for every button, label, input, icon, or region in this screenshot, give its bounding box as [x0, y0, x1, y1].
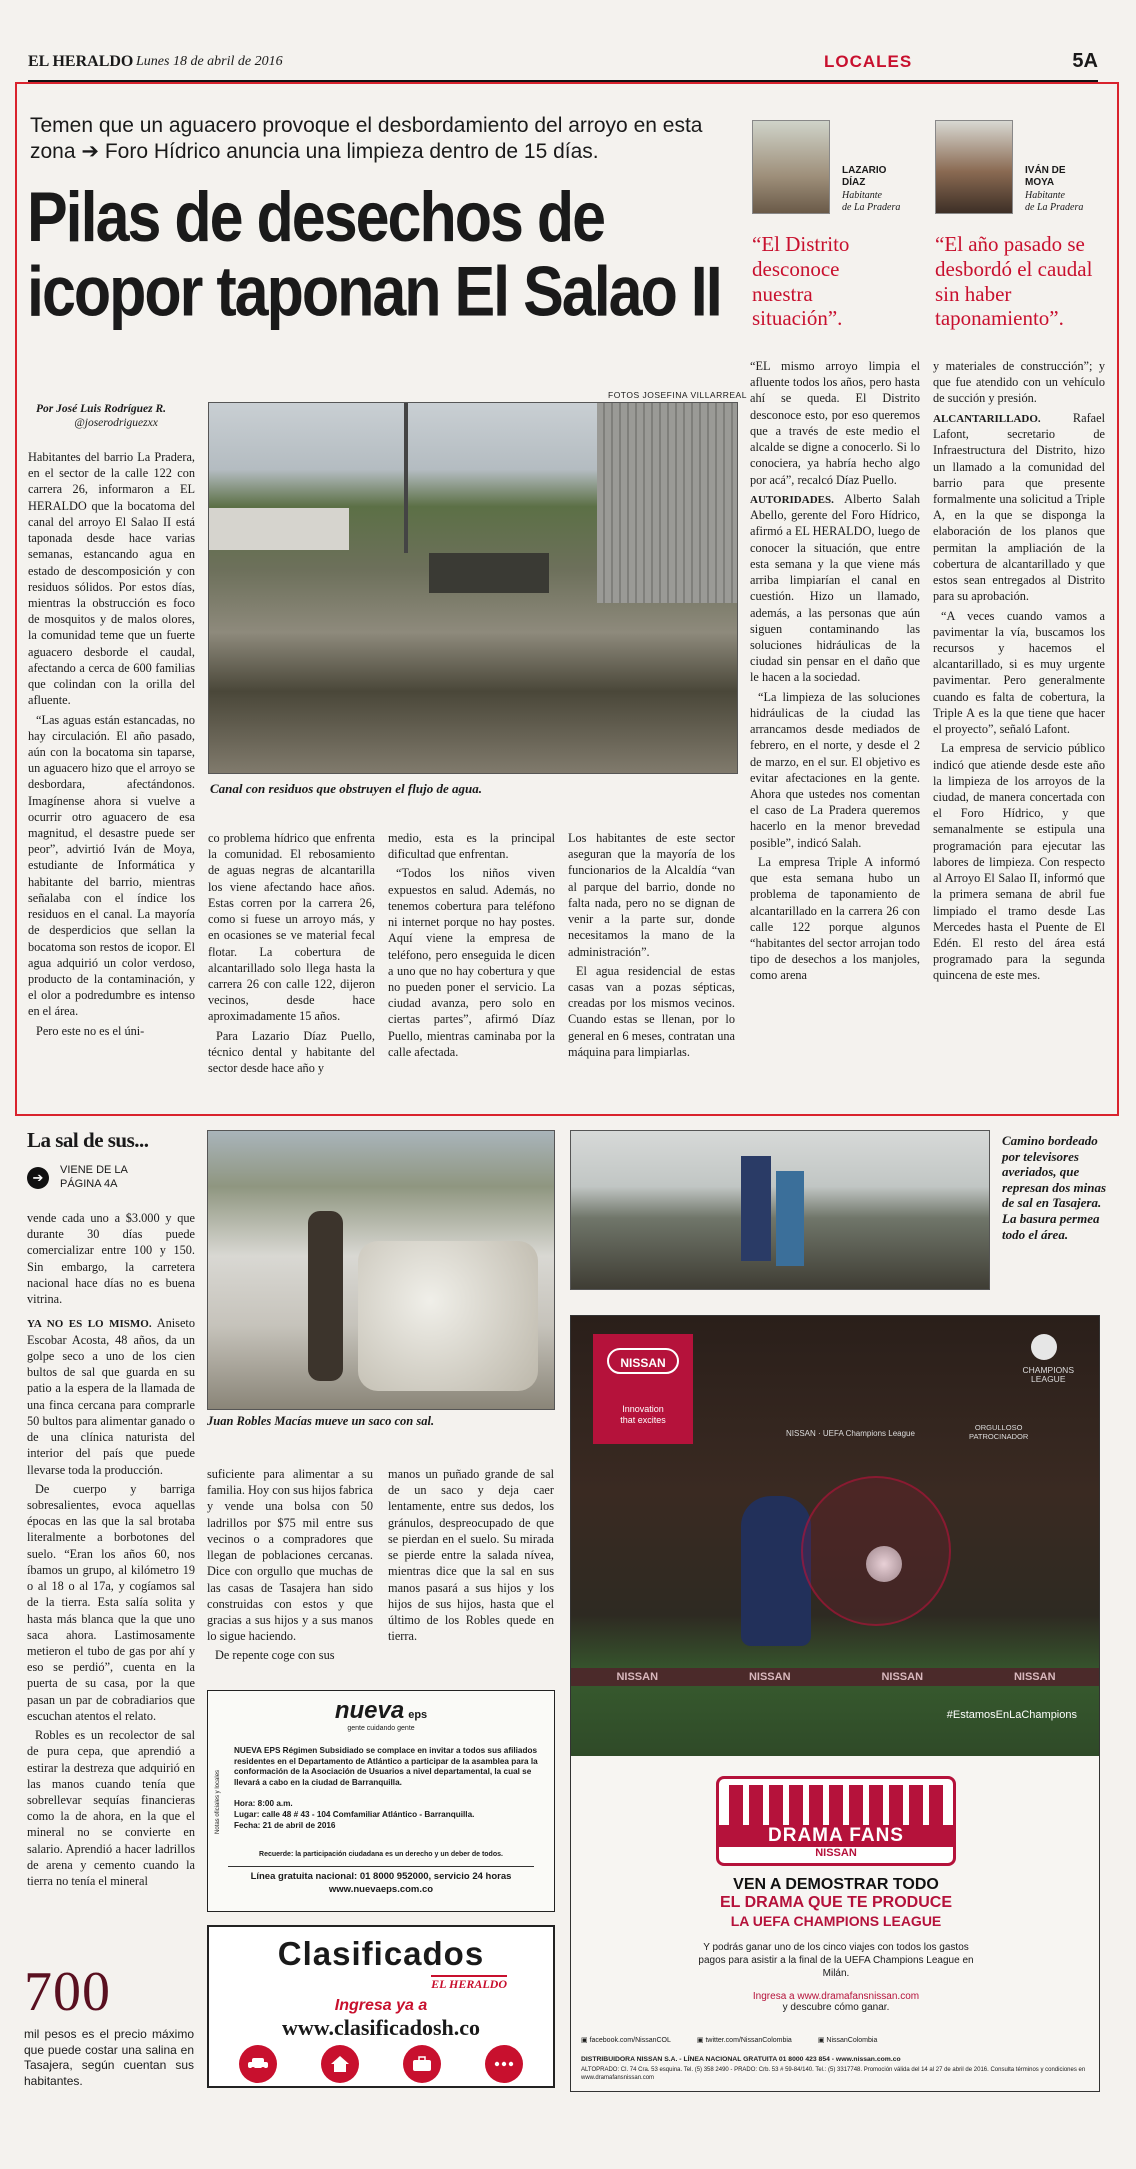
board-label: NISSAN [881, 1671, 924, 1683]
pull-quote-ivan: “El año pasado se desbordó el caudal sin haber taponamiento”. [935, 232, 1093, 331]
car-icon[interactable] [239, 2045, 277, 2083]
paragraph: suficiente para alimentar a su familia. Hoy con sus hijos fabrica y vende una bolsa con 50 ladrillos por $75 mil entre sus vecinos o a compradores que llegan de poblaciones cercanas. Dice con orgullo que muchas de las casas de Tasajera han sido construidas con estos y que gracias a sus hijos y a sus manos lo sigue haciendo. [207, 1467, 373, 1644]
paragraph: Habitantes del barrio La Pradera, en el sector de la calle 122 con carrera 26, informaron a EL HERALDO que la bocatoma del canal del arroyo El Salao II está taponada desde hace varias semanas, estancando agua en estado de descomposición y con residuos sólidos. Por estos días, mientras la obstrucción es foco de mosquitos y de malos olores, la comunidad teme que un fuerte aguacero desborde el caudal, afectando a cerca de 600 familias que colindan con la orilla del afluente. [28, 450, 195, 708]
classifieds-cta: Ingresa ya a [334, 1997, 428, 2014]
canal-photo [208, 402, 738, 774]
nissan-head-1: VEN A DEMOSTRAR TODO [733, 1876, 939, 1893]
eps-hora: Hora: 8:00 a.m. [234, 1799, 293, 1808]
classifieds-title: Clasificados [277, 1935, 485, 1972]
eps-fecha: Fecha: 21 de abril de 2016 [234, 1821, 336, 1831]
paragraph: manos un puñado grande de sal de un saco y deja caer lentamente, entre sus dedos, los gránulos, despreocupado de que se pierdan en el suelo. Su mirada se pierde entre la salada nívea, mientras dice que la sal en sus manos pasará a sus hijos y los hijos de sus hijos, hasta que el último de los Robles quede en tierra. [388, 1467, 554, 1644]
paragraph: Rafael Lafont, secretario de Infraestructura del Distrito, hizo un llamado a la comunidad del barrio para que presente formalmente una solicitud a Triple A, en la que se disponga la elaboración de los planos que permitan la ampliación de la cobertura de alcantarillado y que estos sean entregados al Distrito para su aprobación. [933, 410, 1105, 604]
salt-sacks-photo [207, 1130, 555, 1410]
eps-logo: nueva [334, 1697, 405, 1724]
paragraph: La empresa de servicio público indicó que atiende desde este año la limpieza de los arroyos de la ciudad, de manera concertada con el Foro Hídrico, y que semanalmente se estipula una programación para ejecutar las labores de limpieza. Con respecto al Arroyo El Salao II, informó que la primera semana de abril fue limpiado el tramo desde Las Mercedes hasta el Puente de El Edén. El resto del área está programado para la segunda quincena de este mes. [933, 741, 1105, 983]
paper-name: EL HERALDO [28, 53, 134, 70]
hashtag: #EstamosEnLaChampions [946, 1709, 1077, 1721]
briefcase-icon[interactable] [403, 2045, 441, 2083]
headline-line-1: Pilas de desechos de [27, 177, 605, 256]
champions-star-icon [1031, 1334, 1057, 1360]
instagram-icon[interactable]: ▣ NissanColombia [817, 2037, 878, 2044]
nissan-ad [570, 1315, 1100, 2092]
eps-lugar: Lugar: calle 48 # 43 - 104 Comfamiliar Atlántico - Barranquilla. [234, 1810, 475, 1820]
stat-text: mil pesos es el precio máximo que puede costar una salina en Tasajera, según cuentan sus habitantes. [24, 2027, 194, 2088]
stat-number: 700 [24, 1961, 111, 2023]
second-col-2 [207, 1466, 373, 1667]
eps-url[interactable]: www.nuevaeps.com.co [328, 1883, 434, 1895]
twitter-link[interactable]: twitter.com/NissanColombia [705, 2037, 792, 2044]
quote-role-line2: de La Pradera [842, 202, 901, 213]
story-col-1 [28, 449, 195, 1042]
drama-fans-title: DRAMA FANS [719, 1825, 953, 1847]
facebook-link[interactable]: facebook.com/NissanCOL [589, 2037, 671, 2044]
salt-mine-photo [570, 1130, 990, 1290]
portrait-ivan [935, 120, 1013, 214]
more-icon[interactable] [485, 2045, 523, 2083]
drama-fans-panel [571, 1756, 1100, 2092]
paragraph: Pero este no es el úni- [36, 1023, 145, 1038]
quote-role-line1: Habitante [842, 190, 882, 201]
quote-box-lazario [752, 120, 932, 331]
board-label: NISSAN [616, 1671, 659, 1683]
paragraph: co problema hídrico que enfrenta la comunidad. El rebosamiento de aguas negras de alcantarilla los viene afectando hace años. Estas corren por la carrera 26, como si fuese un arroyo más, y en ocasiones se ve material fecal flotar. La cobertura de alcantarillado solo llega hasta la carrera 26 con calle 122, dijeron vecinos, desde hace aproximadamente 15 años. [208, 831, 375, 1024]
story-col-2 [208, 830, 375, 1079]
nissan-footer-2: ALTOPRADO: Cl. 74 Cra. 53 esquina. Tel. (5) 358 2490 - PRADO: Crb. 53 # 59-84/140. Tel.: (5) 3317748. Promoción válida del 14 al 27 de abril de 2016. Consulta términos y condiciones en www.dramafansnissan.com [581, 2067, 1086, 2081]
jump-line-block [27, 1163, 197, 1199]
paragraph: “EL mismo arroyo limpia el afluente todos los años, pero hasta ahí se queda. El Distrito desconoce esto, por eso queremos que a través de este medio el alcalde se digne a conocerlo. Si lo conociera, ya habría hecho algo por acá”, recalcó Díaz Puello. [750, 359, 920, 487]
byline: Por José Luis Rodríguez R. [36, 403, 167, 415]
sponsor-right-2: PATROCINADOR [969, 1432, 1029, 1441]
photo-credit: FOTOS JOSEFINA VILLARREAL [608, 390, 747, 400]
facebook-icon[interactable]: ▣ facebook.com/NissanCOL [581, 2037, 671, 2044]
league-line-1: CHAMPIONS [1022, 1365, 1074, 1375]
eps-tagline: gente cuidando gente [347, 1725, 415, 1732]
jump-arrow-icon: ➔ [27, 1167, 49, 1189]
photo-caption-salt: Juan Robles Macías mueve un saco con sal. [207, 1414, 435, 1428]
eps-body: NUEVA EPS Régimen Subsidiado se complace en invitar a todos sus afiliados residentes en el Departamento de Atlántico a participar de la asamblea para la conformación de la Asociación de Usuarios a nivel departamental, la cual se llevará a cabo en la ciudad de Barranquilla. [234, 1746, 538, 1787]
twitter-icon[interactable]: ▣ twitter.com/NissanColombia [696, 2037, 792, 2044]
quote-name-line2: MOYA [1025, 177, 1055, 188]
instagram-link[interactable]: NissanColombia [826, 2037, 878, 2044]
twitter-handle: @joserodriguezxx [74, 417, 158, 429]
board-label: NISSAN [1013, 1671, 1056, 1683]
second-col-3 [388, 1466, 554, 1647]
story-col-4 [568, 830, 735, 1063]
kicker-part-1: Temen que un aguacero provoque el desbordamiento del arroyo en esta zona [30, 114, 703, 163]
section-label: LOCALES [824, 52, 913, 71]
nissan-head-2: EL DRAMA QUE TE PRODUCE [719, 1894, 952, 1912]
story-kicker [30, 113, 730, 164]
nissan-site[interactable]: Ingresa a www.dramafansnissan.com [752, 1991, 920, 2002]
quote-role-line1: Habitante [1025, 190, 1065, 201]
sponsor-right-1: ORGULLOSO [974, 1423, 1023, 1432]
pull-quote-lazario: “El Distrito desconoce nuestra situación”. [752, 232, 850, 331]
paragraph: Robles es un recolector de sal de pura cepa, que aprendió a estirar la destreza que adquirió en las manos cuando tenía que sobrellevar sequías financieras como la de ahora, en la que el mineral no se convierte en salario. Aprendió a hacer ladrillos de arena y cemento cuando la tierra no tenía el mineral [27, 1728, 195, 1889]
nissan-slogan-1: Innovation [622, 1404, 664, 1414]
paragraph: Alberto Salah Abello, gerente del Foro Hídrico, afirmó a EL HERALDO, luego de conocer la situación, que entre esta semana y la que viene más arriba limpiarían el canal en cuestión. Hizo un llamado, además, a las personas que aún siguen contaminando las soluciones hidráulicas de la ciudad sin pensar en el daño que le hacen a la sociedad. [750, 491, 920, 685]
sponsor-left: NISSAN · UEFA Champions League [786, 1429, 915, 1438]
paragraph: y materiales de construcción”; y que fue atendido con un vehículo de succión y presión. [933, 359, 1105, 406]
jump-line-2: PÁGINA 4A [60, 1178, 118, 1191]
kicker-part-2: Foro Hídrico anuncia una limpieza dentro de 15 días. [104, 139, 599, 163]
paragraph: Los habitantes de este sector aseguran que la mayoría de los funcionarios de la Alcaldía “van al parque del barrio, donde no falta nada, pero no se dignan de venir a la parte sur, donde necesitamos la mano de la administración”. [568, 831, 735, 959]
nissan-body: Y podrás ganar uno de los cinco viajes con todos los gastos pagos para asistir a la final de la UEFA Champions League en Milán. [698, 1942, 974, 1979]
nueva-eps-notice [207, 1690, 555, 1912]
second-col-1 [27, 1210, 195, 1892]
main-headline [27, 177, 727, 331]
quote-name-line1: IVÁN DE [1025, 165, 1066, 176]
paragraph: “Todos los niños viven expuestos en salud. Además, no tenemos cobertura para teléfono ni internet porque no hay postes. Aquí viene la empresa de teléfono, pero enseguida le dicen a uno que no hay cobertura y que no pueden poner el servicio. La ciudad avanza, pero solo en ciertas partes”, afirmó Díaz Puello, mientras caminaba por la calle afectada. [388, 866, 555, 1059]
quote-name-line1: LAZARIO [842, 165, 887, 176]
story-col-3 [388, 830, 555, 1063]
board-label: NISSAN [748, 1671, 791, 1683]
page-number: 5A [1072, 50, 1098, 72]
headline-line-2: icopor taponan El Salao II [27, 252, 721, 331]
subhead-ya-no-es-lo-mismo: YA NO ES LO MISMO. [27, 1318, 152, 1331]
photo-caption-mine: Camino bordeado por televisores averiados, que represan dos minas de sal en Tasajera. La basura permea todo el área. [1002, 1133, 1107, 1242]
paragraph: Aniseto Escobar Acosta, 48 años, da un golpe seco a uno de los cien bultos de sal que guarda en su patio a la espera de la llamada de una finca cercana para comprarle 50 bultos para alimentar ganado o de una clínica naturista del interior del país que puede llevarse toda la producción. [27, 1316, 195, 1477]
classifieds-url[interactable]: www.clasificadosh.co [282, 2015, 480, 2040]
portrait-lazario [752, 120, 830, 214]
ad-boards [571, 1668, 1100, 1686]
paragraph: “Las aguas están estancadas, no hay circulación. El año pasado, aún con la bocatoma sin taparse, un aguacero hizo que el arroyo se desbordara, afectándonos. Imagínense ahora si vuelve a ocurrir otro aguacero de esa magnitud, el desastre puede ser peor”, advirtió Iván de Moya, estudiante de Informática y habitante del barrio, mientras señalaba con el índice los residuos en el canal. La mayoría de desperdicios que sellan la bocatoma son restos de icopor. El agua adquirió un color verdoso, producto de la contaminación, y el olor a podredumbre es intenso en el área. [28, 712, 195, 1019]
drama-radial [801, 1476, 951, 1626]
byline-block [36, 403, 196, 429]
story-col-5 [750, 358, 920, 987]
eps-side-label: Notas oficiales y locales [215, 1769, 221, 1834]
subhead-alcantarillado: ALCANTARILLADO. [933, 412, 1041, 425]
nissan-footer: DISTRIBUIDORA NISSAN S.A. - LÍNEA NACIONAL GRATUITA 01 8000 423 854 - www.nissan.com.co [581, 2056, 901, 2063]
league-line-2: LEAGUE [1031, 1374, 1066, 1385]
paragraph: El agua residencial de estas casas van a pozas sépticas, creadas por los mismos vecinos. Cuando estas se llenan, por lo general en 6 meses, contratan una máquina para limpiarlas. [568, 963, 735, 1059]
paragraph: “La limpieza de las soluciones hidráulicas de la ciudad las arrancamos desde mediados de febrero, en el norte, y desde el 2 de marzo, en el sur. El objetivo es evitar afectaciones en la gente. Ahora que ustedes nos comentan el caso de La Pradera queremos hacerlo en la menor brevedad posible”, indicó Salah. [750, 689, 920, 850]
second-headline: La sal de sus... [27, 1128, 149, 1152]
house-icon[interactable] [321, 2045, 359, 2083]
footballer-figure [741, 1496, 811, 1646]
photo-caption-main: Canal con residuos que obstruyen el flujo de agua. [210, 781, 482, 796]
eps-note: Recuerde: la participación ciudadana es un derecho y un deber de todos. [259, 1851, 503, 1858]
nissan-logo: NISSAN [607, 1348, 679, 1374]
arrow-right-icon: ➔ [81, 139, 99, 163]
nissan-brand-panel [593, 1334, 693, 1444]
jump-line-1: VIENE DE LA [60, 1164, 128, 1176]
classifieds-ad [207, 1925, 555, 2088]
story-col-6 [933, 358, 1105, 987]
nissan-head-3: LA UEFA CHAMPIONS LEAGUE [730, 1912, 942, 1929]
paragraph: Para Lazario Díaz Puello, técnico dental y habitante del sector desde hace año y [208, 1028, 375, 1076]
quote-name-line2: DÍAZ [842, 177, 866, 188]
paragraph: La empresa Triple A informó que esta semana hubo un problema de taponamiento de alcantarillado en la carrera 26 con calle 122 porque algunos “habitantes del sector arrojan todo tipo de desechos a los manjoles, como arena [750, 854, 920, 983]
eps-logo-sub: eps [408, 1709, 428, 1721]
quote-role-line2: de La Pradera [1025, 202, 1084, 213]
issue-date: Lunes 18 de abril de 2016 [136, 54, 283, 69]
eps-hotline: Línea gratuita nacional: 01 8000 952000, servicio 24 horas [250, 1871, 512, 1882]
paragraph: De repente coge con sus [215, 1648, 335, 1663]
paragraph: medio, esta es la principal dificultad que enfrentan. [388, 831, 555, 862]
drama-fans-sub: NISSAN [815, 1847, 857, 1859]
subhead-autoridades: AUTORIDADES. [750, 493, 834, 506]
quote-box-ivan [935, 120, 1115, 331]
classifieds-brand: EL HERALDO [431, 1977, 507, 1991]
drama-fans-badge [716, 1776, 956, 1866]
nissan-site-2: y descubre cómo ganar. [782, 2002, 890, 2013]
paragraph: vende cada uno a $3.000 y que durante 30 días puede comercializar entre 100 y 150. Sin embargo, la carretera nacional hace días no es buena vitrina. [27, 1211, 195, 1307]
paragraph: De cuerpo y barriga sobresalientes, evoca aquellas épocas en las que la sal brotaba literalmente a borbotones del suelo. “Eran los años 60, nos íbamos un grupo, al kilómetro 19 o al 18 o al 17a, y cogíamos sal de la tierra. Esta salía solita y hasta más blanca que la que uno saca ahora. Lastimosamente metieron el tubo de gas por ahí y eso se perdió”, cuenta en la puerta de su casa, por la que pasan un par de cobradiarios que escuchan atentos el relato. [27, 1481, 195, 1723]
nissan-slogan-2: that excites [620, 1414, 666, 1425]
paragraph: “A veces cuando vamos a pavimentar la vía, buscamos los recursos y hacemos el alcantarillado, si es muy urgente pavimentar. Pero generalmente cuando es falta de cobertura, la Triple A es la que tiene que hacer el proyecto”, señaló Lafont. [933, 608, 1105, 737]
